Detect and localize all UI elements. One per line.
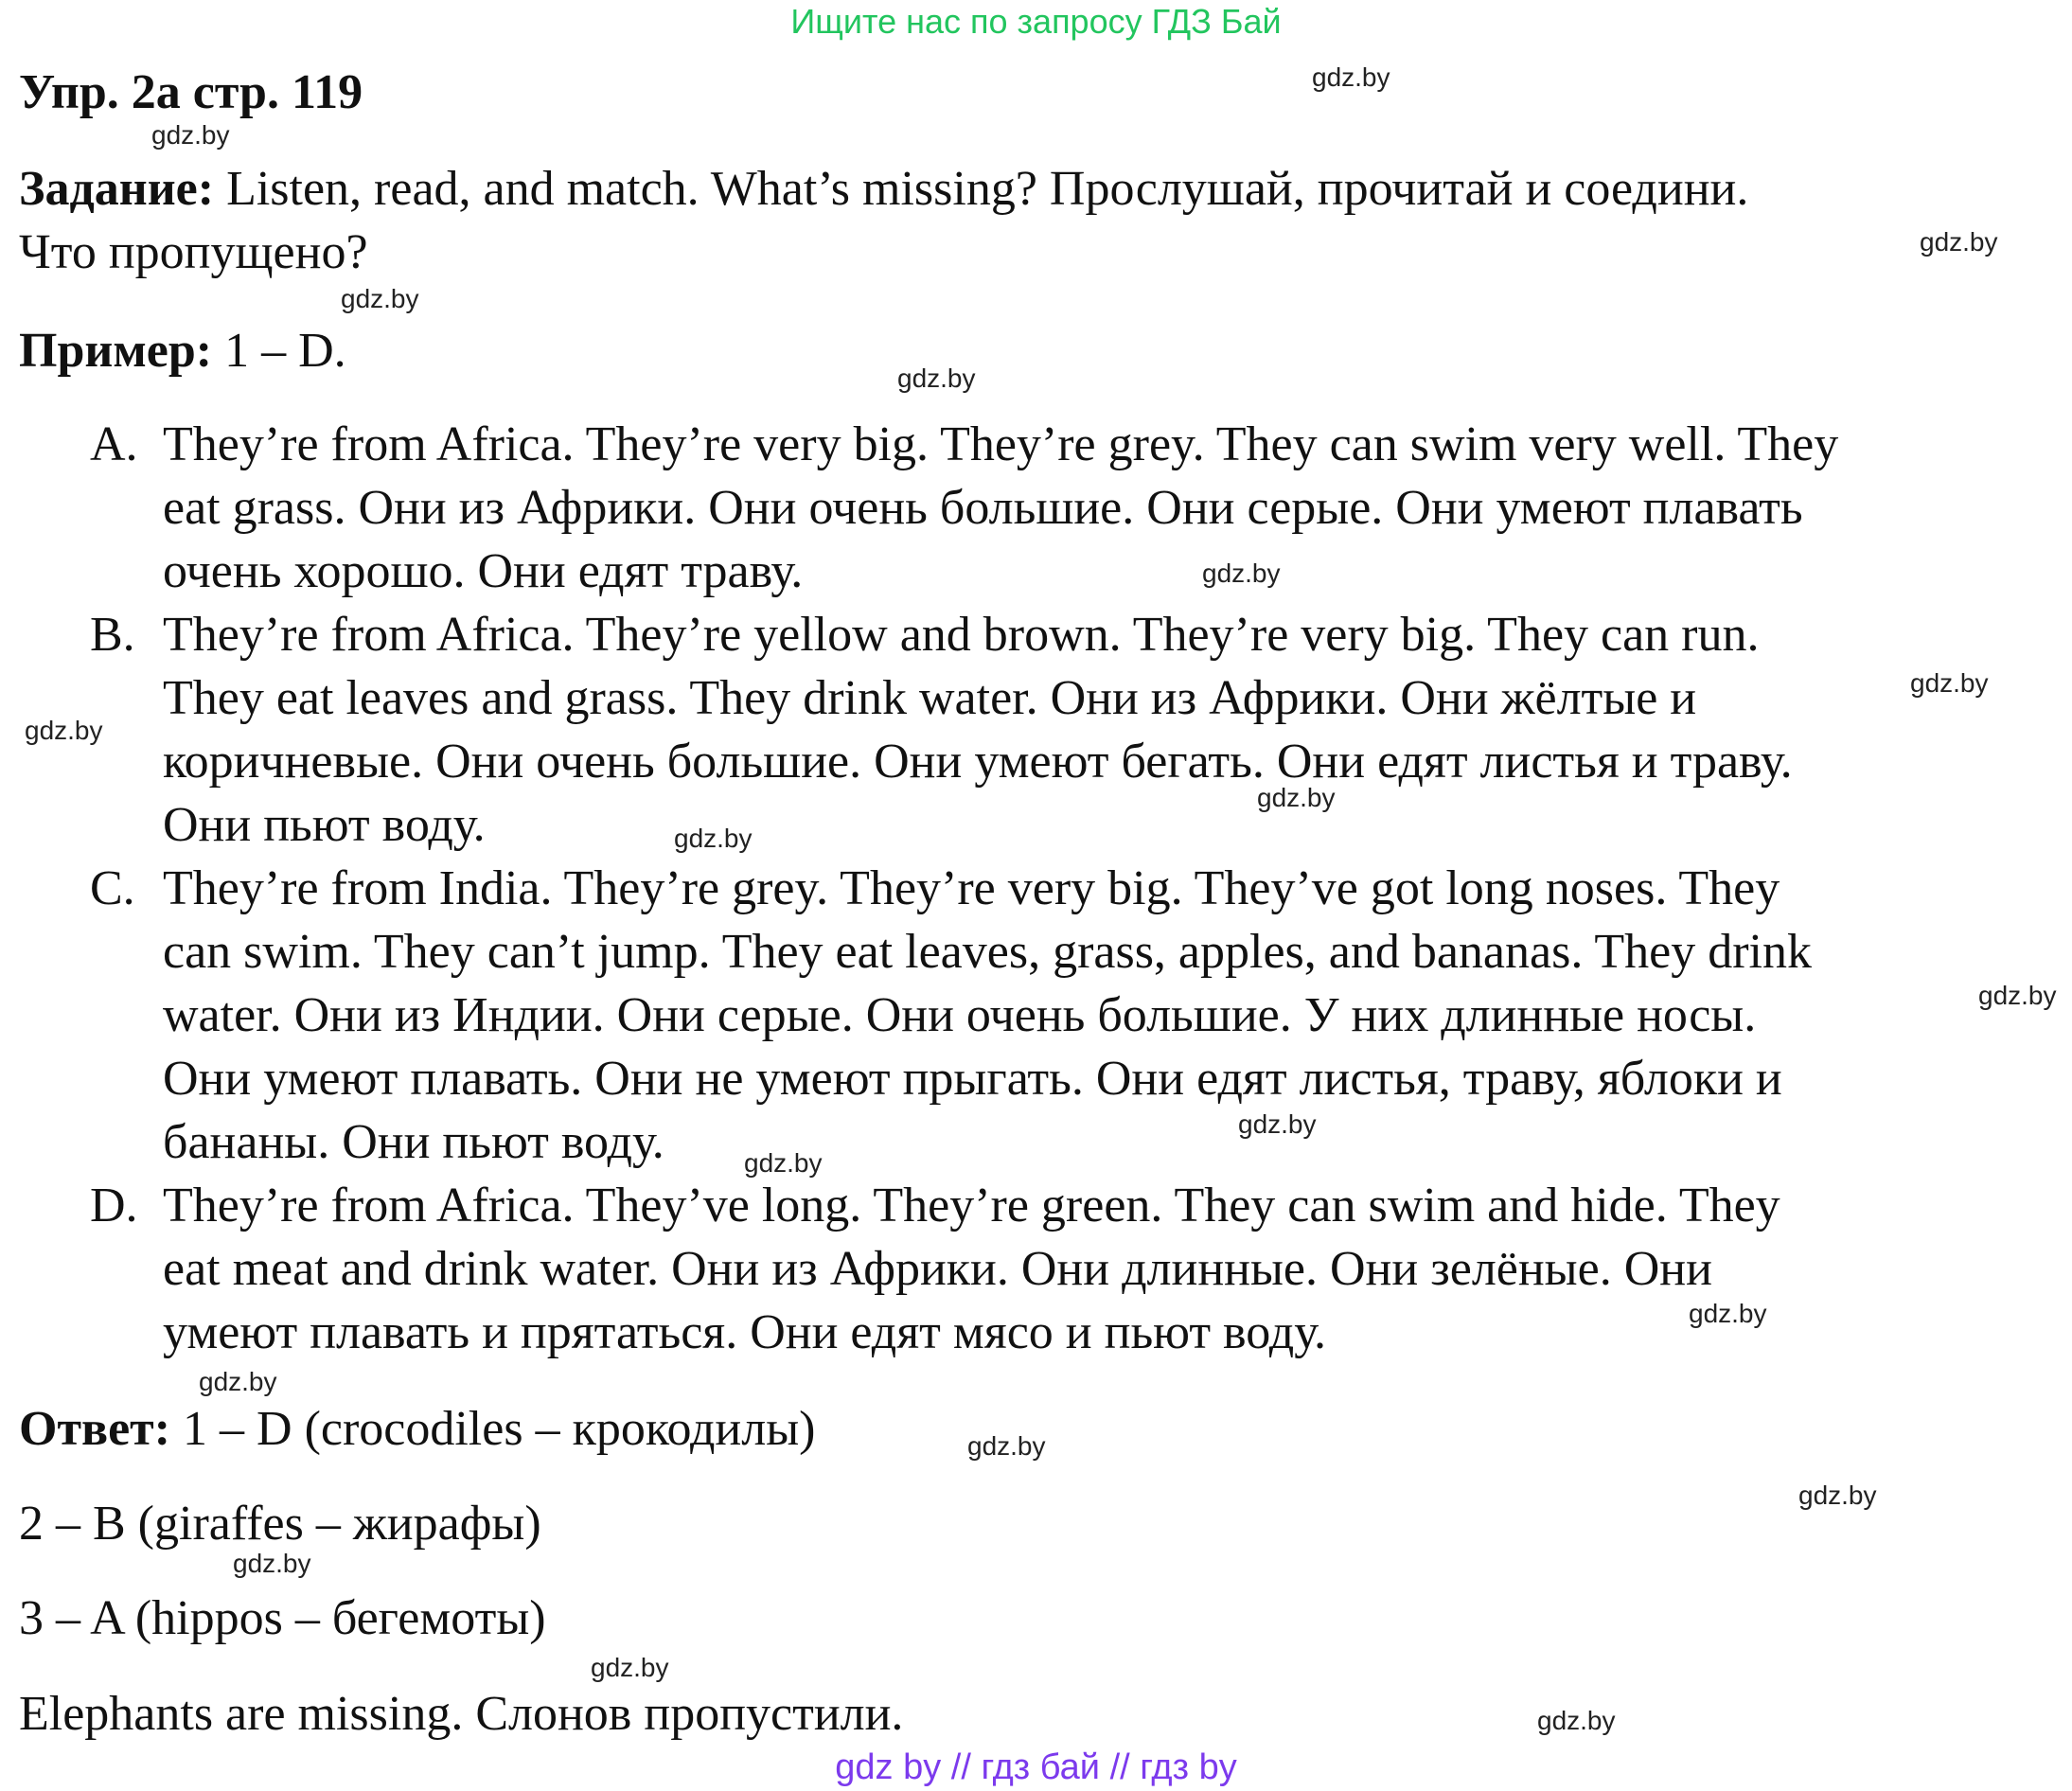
task-text-1: Listen, read, and match. What’s missing? Прослушай, прочитай и соедини. (226, 162, 1749, 216)
watermark: gdz.by (591, 1653, 669, 1682)
item-c-line: water. Они из Индии. Они серые. Они очень большие. У них длинные носы. (163, 988, 1757, 1042)
answer-line-1 (19, 1402, 816, 1456)
watermark: gdz.by (1920, 227, 1998, 257)
item-c-line: can swim. They can’t jump. They eat leaves, grass, apples, and bananas. They drink (163, 925, 1812, 979)
item-b-line: Они пьют воду. (163, 798, 486, 852)
task-line-1 (19, 162, 1749, 216)
item-a-line: eat grass. Они из Африки. Они очень большие. Они серые. Они умеют плавать (163, 481, 1803, 535)
item-d-line: умеют плавать и прятаться. Они едят мясо и пьют воду. (163, 1305, 1327, 1359)
item-d-line: They’re from Africa. They’ve long. They’re green. They can swim and hide. They (163, 1179, 1780, 1232)
answer-line-4: Elephants are missing. Слонов пропустили. (19, 1687, 904, 1741)
item-a-line: They’re from Africa. They’re very big. They’re grey. They can swim very well. They (163, 417, 1839, 471)
watermark: gdz.by (744, 1148, 823, 1178)
item-letter-d: D. (90, 1179, 138, 1232)
watermark: gdz.by (674, 824, 753, 853)
item-b-line: They eat leaves and grass. They drink water. Они из Африки. Они жёлтые и (163, 671, 1697, 725)
watermark: gdz.by (1978, 981, 2057, 1010)
item-c-line: Они умеют плавать. Они не умеют прыгать. Они едят листья, траву, яблоки и (163, 1052, 1782, 1106)
watermark: gdz.by (1798, 1481, 1877, 1510)
item-letter-c: C. (90, 861, 135, 915)
watermark: gdz.by (1238, 1109, 1317, 1139)
watermark: gdz.by (1910, 668, 1989, 698)
example-text: 1 – D. (224, 324, 346, 378)
answer-line-3: 3 – A (hippos – бегемоты) (19, 1591, 546, 1645)
item-b-line: коричневые. Они очень большие. Они умеют бегать. Они едят листья и траву. (163, 735, 1793, 789)
item-letter-b: B. (90, 608, 135, 662)
item-letter-a: A. (90, 417, 138, 471)
watermark: gdz.by (233, 1549, 311, 1578)
exercise-title: Упр. 2а стр. 119 (19, 65, 363, 119)
example-label: Пример: (19, 324, 213, 378)
watermark: gdz.by (1257, 783, 1336, 812)
watermark: gdz.by (967, 1431, 1046, 1461)
search-banner: Ищите нас по запросу ГДЗ Бай (790, 2, 1282, 41)
watermark: gdz.by (341, 284, 419, 313)
watermark: gdz.by (1312, 62, 1390, 92)
footer-links: gdz by // гдз бай // гдз by (835, 1747, 1237, 1787)
watermark: gdz.by (199, 1367, 277, 1396)
item-b-line: They’re from Africa. They’re yellow and brown. They’re very big. They can run. (163, 608, 1760, 662)
example-line (19, 324, 346, 378)
watermark: gdz.by (1689, 1299, 1767, 1328)
watermark: gdz.by (151, 120, 230, 150)
answer-text-1: 1 – D (crocodiles – крокодилы) (183, 1402, 816, 1456)
item-c-line: бананы. Они пьют воду. (163, 1115, 664, 1169)
answer-label: Ответ: (19, 1402, 171, 1456)
task-line-2: Что пропущено? (19, 225, 368, 279)
item-c-line: They’re from India. They’re grey. They’re very big. They’ve got long noses. They (163, 861, 1780, 915)
answer-line-2: 2 – B (giraffes – жирафы) (19, 1497, 541, 1551)
watermark: gdz.by (1202, 559, 1281, 588)
watermark: gdz.by (897, 364, 976, 393)
watermark: gdz.by (25, 716, 103, 745)
watermark: gdz.by (1537, 1706, 1616, 1735)
item-a-line: очень хорошо. Они едят траву. (163, 544, 804, 598)
task-label: Задание: (19, 162, 215, 216)
item-d-line: eat meat and drink water. Они из Африки. Они длинные. Они зелёные. Они (163, 1242, 1712, 1296)
